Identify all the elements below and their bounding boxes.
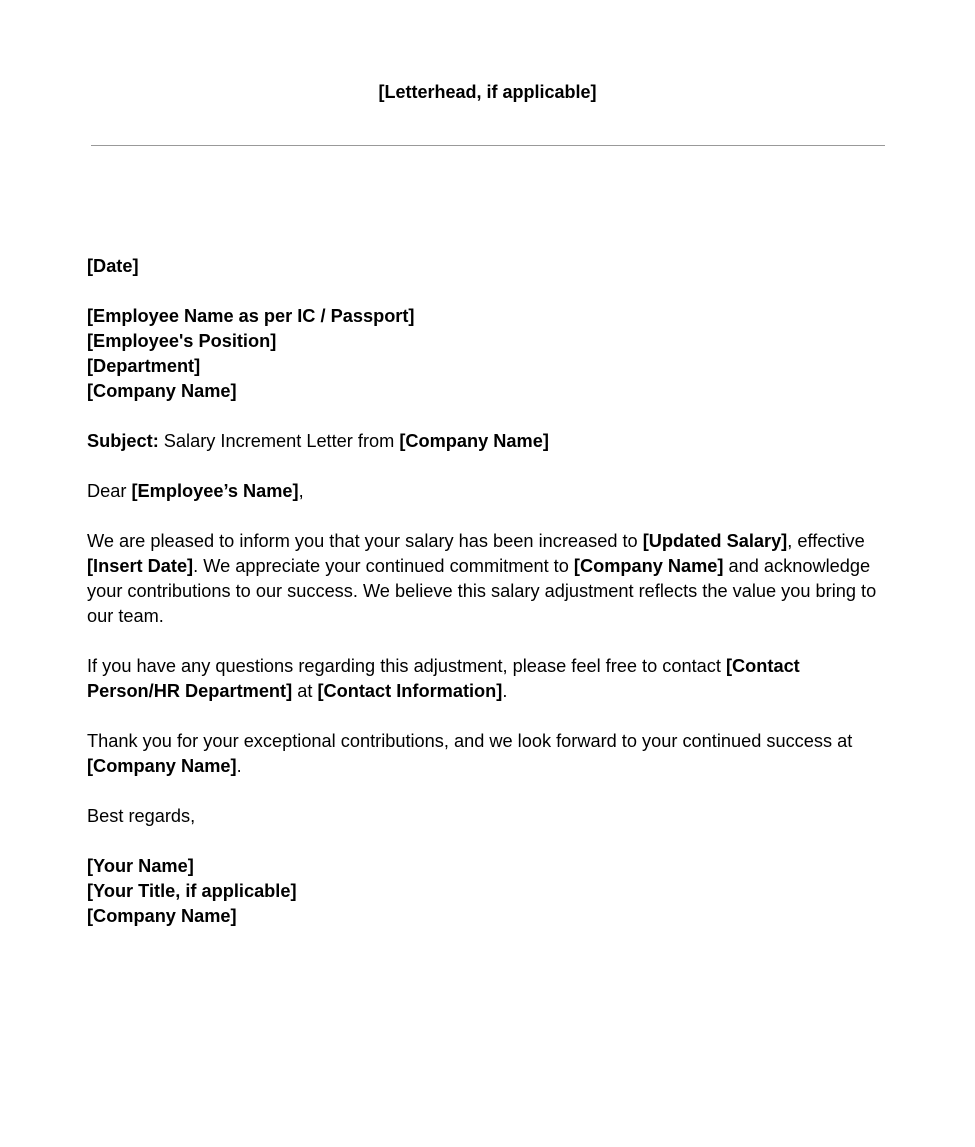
signature-name: [Your Name] bbox=[87, 856, 194, 876]
date: [Date] bbox=[87, 256, 139, 276]
signature-title: [Your Title, if applicable] bbox=[87, 881, 297, 901]
salutation-suffix: , bbox=[298, 481, 304, 501]
body2-text-2: at bbox=[292, 681, 318, 701]
recipient-position: [Employee's Position] bbox=[87, 331, 277, 351]
body3-text-1: Thank you for your exceptional contributions, and we look forward to your continued success at bbox=[87, 731, 853, 751]
body1-text-2: , effective bbox=[787, 531, 865, 551]
contact-information: [Contact Information] bbox=[317, 681, 503, 701]
recipient-company: [Company Name] bbox=[87, 381, 237, 401]
salutation-prefix: Dear bbox=[87, 481, 132, 501]
body1-text-3: . We appreciate your continued commitment to bbox=[193, 556, 574, 576]
subject-line bbox=[87, 429, 887, 454]
body-paragraph-1 bbox=[87, 529, 887, 629]
contact-person: [Contact Person/HR Department] bbox=[87, 656, 800, 701]
body2-text-1: If you have any questions regarding this adjustment, please feel free to contact bbox=[87, 656, 726, 676]
salutation-name: [Employee’s Name] bbox=[131, 481, 299, 501]
subject-label: Subject: bbox=[87, 431, 159, 451]
recipient-name: [Employee Name as per IC / Passport] bbox=[87, 306, 415, 326]
insert-date: [Insert Date] bbox=[87, 556, 194, 576]
subject-text: Salary Increment Letter from bbox=[158, 431, 400, 451]
signature-block bbox=[87, 854, 887, 929]
signature-company: [Company Name] bbox=[87, 906, 237, 926]
body3-company: [Company Name] bbox=[87, 756, 237, 776]
header-divider bbox=[91, 145, 885, 146]
body1-company: [Company Name] bbox=[573, 556, 724, 576]
body2-text-3: . bbox=[502, 681, 508, 701]
body3-text-2: . bbox=[236, 756, 242, 776]
letter-body bbox=[87, 254, 887, 954]
body1-text-1: We are pleased to inform you that your salary has been increased to bbox=[87, 531, 643, 551]
date-block bbox=[87, 254, 887, 279]
recipient-block bbox=[87, 304, 887, 404]
salutation bbox=[87, 479, 887, 504]
letterhead: [Letterhead, if applicable] bbox=[378, 82, 597, 102]
closing bbox=[87, 804, 887, 829]
body-paragraph-2 bbox=[87, 654, 887, 704]
recipient-department: [Department] bbox=[87, 356, 201, 376]
subject-company: [Company Name] bbox=[399, 431, 549, 451]
body1-text-4: and acknowledge your contributions to our success. We believe this salary adjustment reflects the value you bring to our team. bbox=[87, 556, 877, 626]
closing-text: Best regards, bbox=[87, 806, 196, 826]
body-paragraph-3 bbox=[87, 729, 887, 779]
updated-salary: [Updated Salary] bbox=[642, 531, 788, 551]
